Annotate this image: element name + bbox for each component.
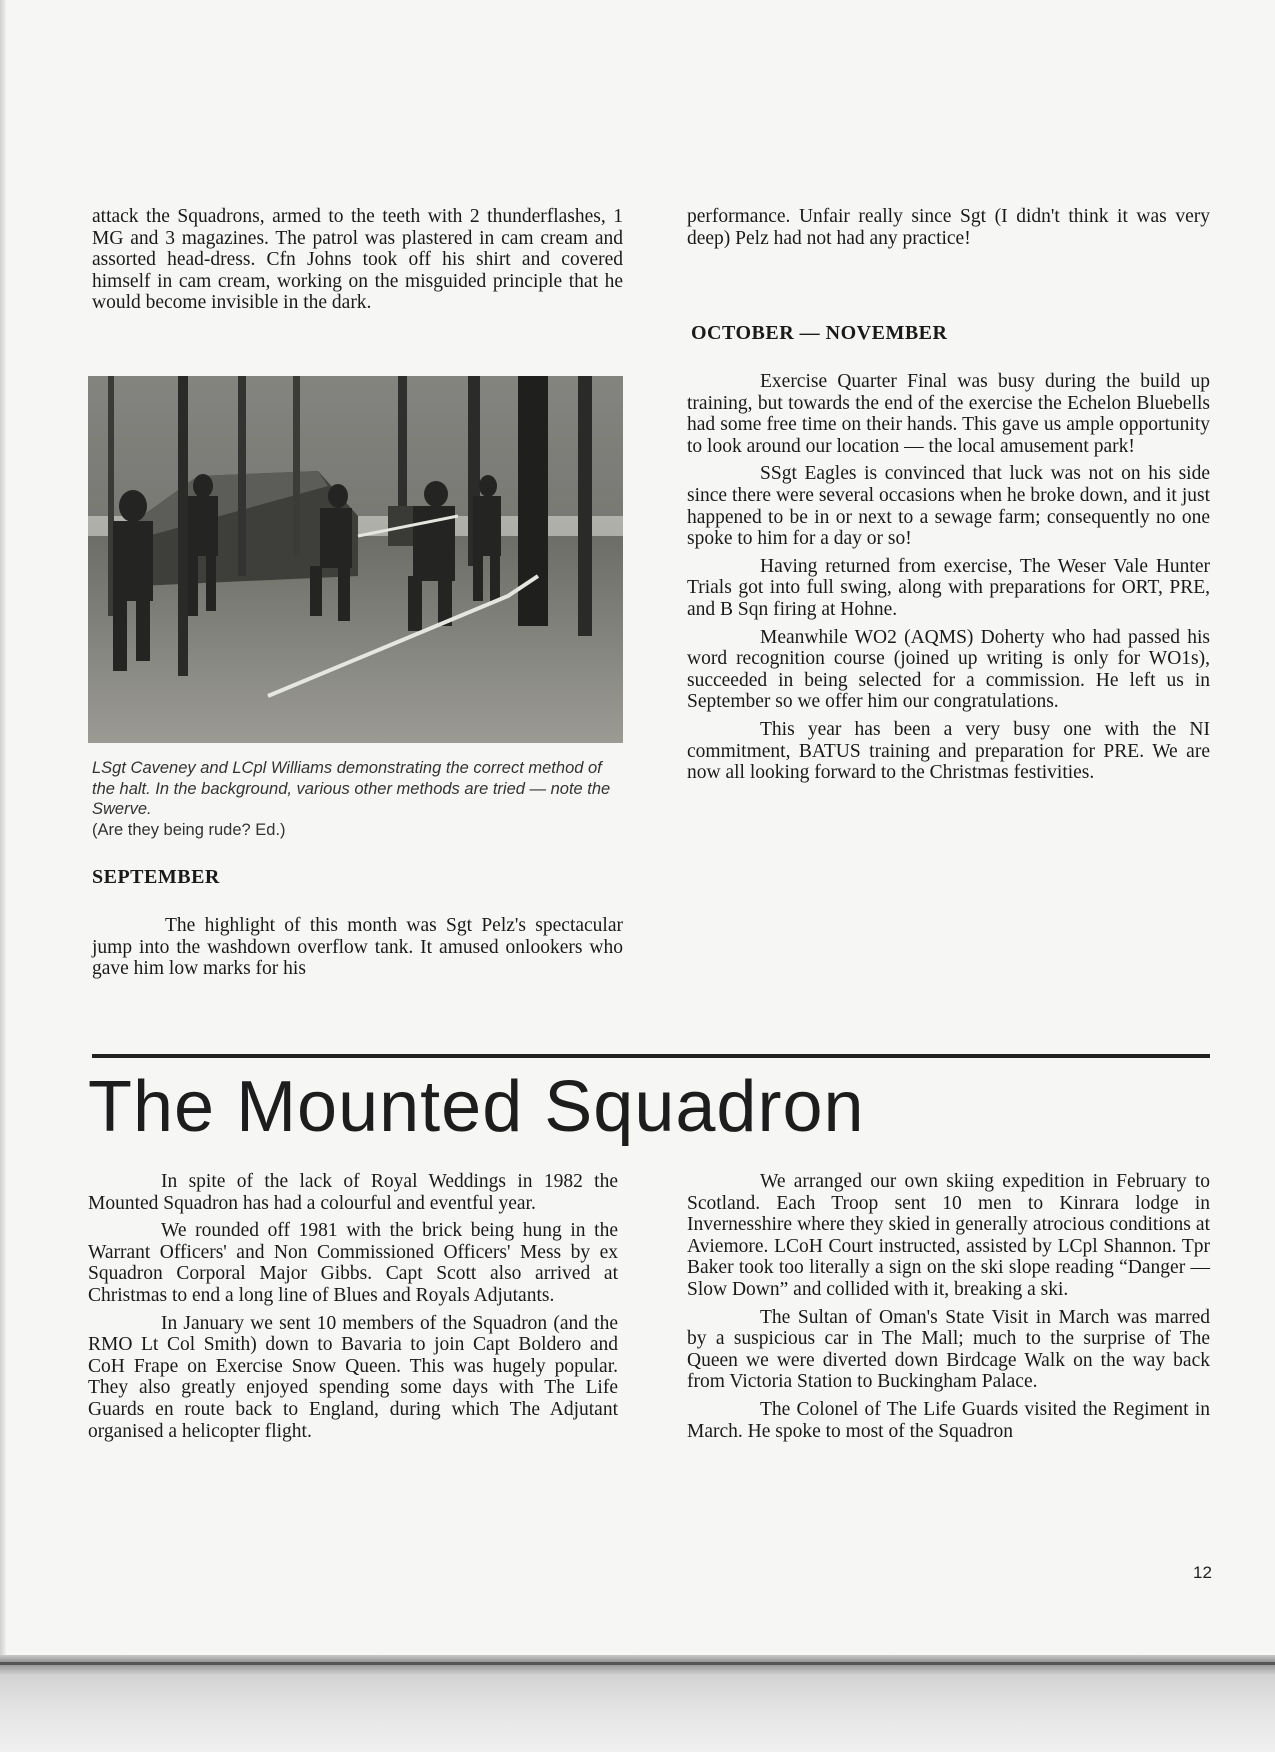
september-paragraph: The highlight of this month was Sgt Pelz's spectacular jump into the washdown overflow tank. It amused onlookers who gave him low marks for his — [92, 915, 623, 980]
continuation-paragraph: performance. Unfair really since Sgt (I didn't think it was very deep) Pelz had not had any practice! — [687, 206, 1210, 249]
october-november-heading: OCTOBER — NOVEMBER — [691, 322, 948, 344]
photo-illustration — [88, 376, 623, 743]
page-number: 12 — [1193, 1563, 1212, 1582]
page-edge — [0, 0, 6, 1752]
mounted-paragraph-4: We arranged our own skiing expedition in February to Scotland. Each Troop sent 10 men to Kinrara lodge in Invernesshire where they skied in generally atrocious conditions at Aviemore. LCoH Court instructed, assisted by LCpl Shannon. Tpr Baker took too literally a sign on the ski slope reading “Danger — Slow Down” and collided with it, breaking a ski. — [687, 1171, 1210, 1300]
mounted-paragraph-2: We rounded off 1981 with the brick being hung in the Warrant Officers' and Non Commissioned Officers' Mess by ex Squadron Corporal Major Gibbs. Capt Scott also arrived at Christmas to end a long line of Blues and Royals Adjutants. — [88, 1220, 618, 1306]
october-november-column — [687, 371, 1210, 790]
photo-soldiers-in-woods — [88, 376, 623, 743]
intro-paragraph: attack the Squadrons, armed to the teeth with 2 thunderflashes, 1 MG and 3 magazines. The patrol was plastered in cam cream and assorted head-dress. Cfn Johns took off his shirt and covered himself in cam cream, working on the misguided principle that he would become invisible in the dark. — [92, 206, 623, 314]
mounted-paragraph-5: The Sultan of Oman's State Visit in March was marred by a suspicious car in The Mall; much to the surprise of The Queen we were diverted down Birdcage Walk on the way back from Victoria Station to Buckingham Palace. — [687, 1306, 1210, 1393]
oct-nov-paragraph-2: SSgt Eagles is convinced that luck was not on his side since there were several occasions when he broke down, and it just happened to be in or next to a sewage farm; consequently no one spoke to him for a day or so! — [687, 463, 1210, 550]
oct-nov-paragraph-1: Exercise Quarter Final was busy during the build up training, but towards the end of the exercise the Echelon Bluebells had some free time on their hands. This gave us ample opportunity to look around our location — the local amusement park! — [687, 371, 1210, 457]
mounted-paragraph-3: In January we sent 10 members of the Squadron (and the RMO Lt Col Smith) down to Bavaria to join Capt Boldero and CoH Frape on Exercise Snow Queen. This was hugely popular. They also greatly enjoyed spending some days with The Life Guards en route back to England, during which The Adjutant organised a helicopter flight. — [88, 1312, 618, 1442]
september-column — [92, 915, 623, 986]
caption-editor-note: (Are they being rude? Ed.) — [92, 820, 286, 839]
mounted-squadron-right-column — [687, 1171, 1210, 1448]
right-column-top — [687, 206, 1210, 255]
section-divider — [92, 1054, 1210, 1058]
mounted-squadron-left-column — [88, 1171, 618, 1448]
left-column-top — [92, 206, 623, 320]
september-heading: SEPTEMBER — [92, 866, 220, 888]
mounted-paragraph-6: The Colonel of The Life Guards visited the Regiment in March. He spoke to most of the Squadron — [687, 1398, 1210, 1442]
section-title: The Mounted Squadron — [88, 1067, 865, 1147]
caption-text: LSgt Caveney and LCpl Williams demonstrating the correct method of the halt. In the background, various other methods are tried — note the Swerve. — [92, 759, 611, 818]
oct-nov-paragraph-4: Meanwhile WO2 (AQMS) Doherty who had passed his word recognition course (joined up writing is only for WO1s), succeeded in being selected for a commission. He left us in September so we offer him our congratulations. — [687, 626, 1210, 713]
photo-caption — [92, 758, 623, 840]
scan-bottom-edge — [0, 1662, 1275, 1665]
scan-bottom-shadow — [0, 1655, 1275, 1752]
oct-nov-paragraph-3: Having returned from exercise, The Weser Vale Hunter Trials got into full swing, along with preparations for ORT, PRE, and B Sqn firing at Hohne. — [687, 555, 1210, 620]
oct-nov-paragraph-5: This year has been a very busy one with the NI commitment, BATUS training and preparation for PRE. We are now all looking forward to the Christmas festivities. — [687, 718, 1210, 784]
mounted-paragraph-1: In spite of the lack of Royal Weddings in 1982 the Mounted Squadron has had a colourful and eventful year. — [88, 1171, 618, 1214]
